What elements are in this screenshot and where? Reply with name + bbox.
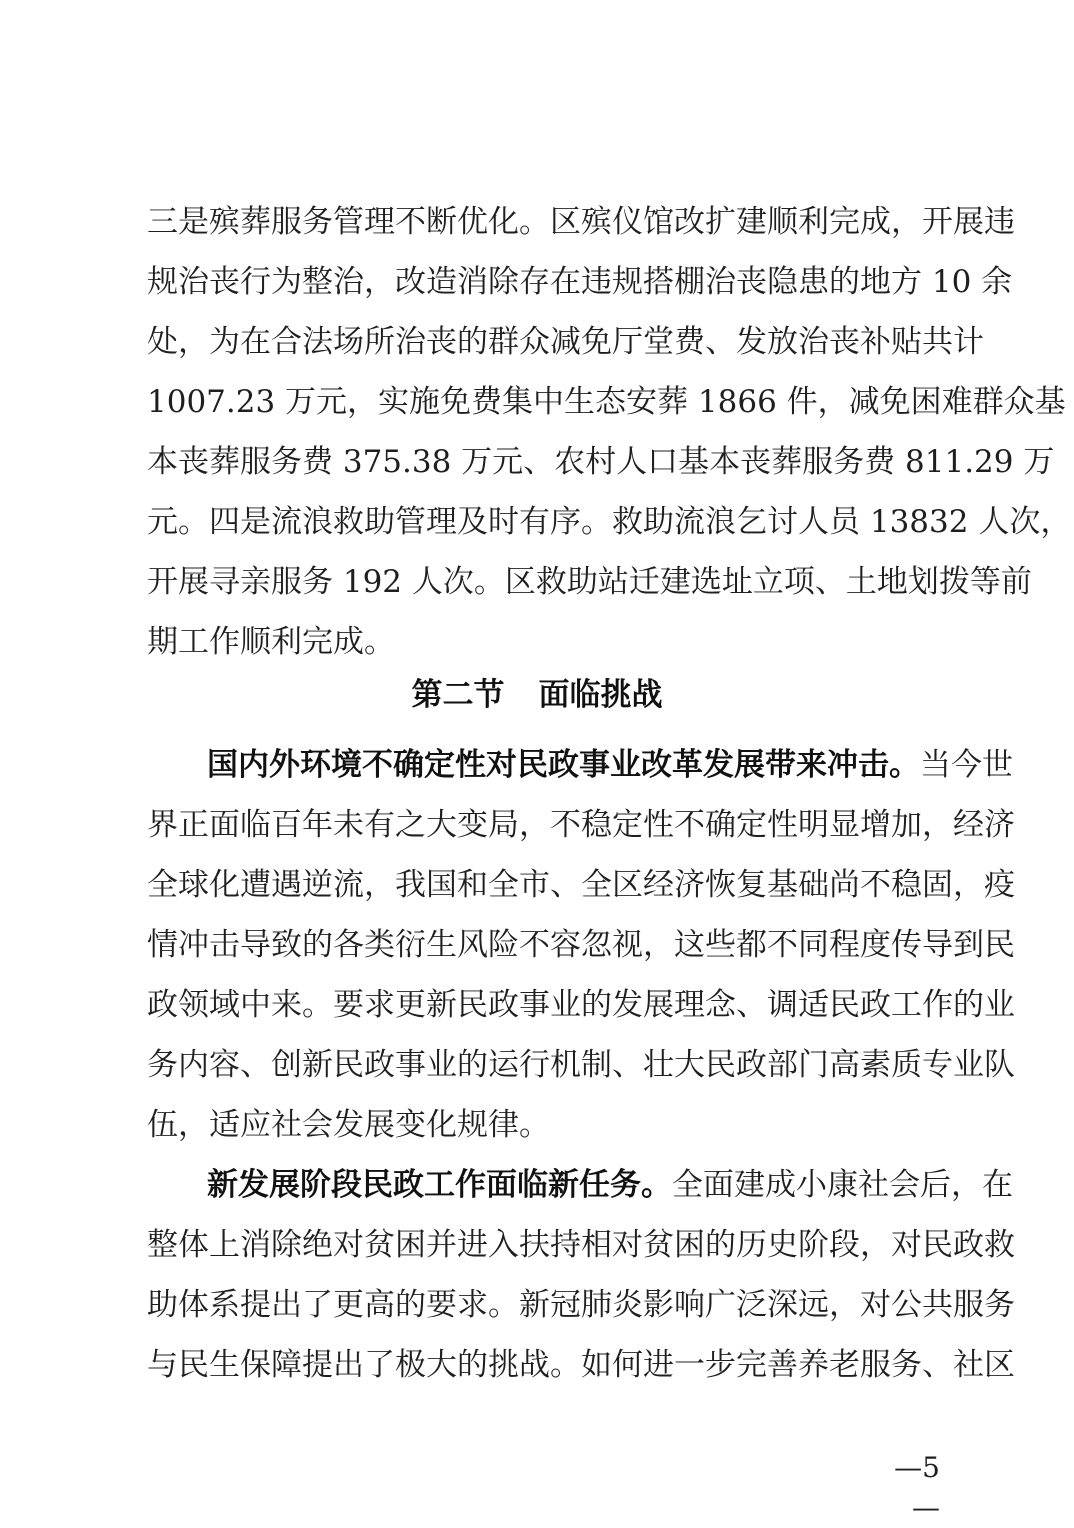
section-heading [0,670,1074,720]
text-line: 整体上消除绝对贫困并进入扶持相对贫困的历史阶段，对民政救 [147,1227,1015,1263]
section-number: 第二节 [411,677,505,713]
text-line: 全球化遭遇逆流，我国和全市、全区经济恢复基础尚不稳固，疫 [147,867,1015,903]
paragraph-first-line [207,740,1013,790]
text-line: 界正面临百年未有之大变局，不稳定性不确定性明显增加，经济 [147,807,1015,843]
paragraph-lead: 国内外环境不确定性对民政事业改革发展带来冲击。 [207,747,920,783]
paragraph-text: 全面建成小康社会后，在 [672,1167,1013,1203]
text-line: 元。四是流浪救助管理及时有序。救助流浪乞讨人员 13832 人次， [147,504,1072,540]
text-line: 开展寻亲服务 192 人次。区救助站迁建选址立项、土地划拨等前 [147,564,1032,600]
text-line: 政领域中来。要求更新民政事业的发展理念、调适民政工作的业 [147,987,1015,1023]
text-line: 情冲击导致的各类衍生风险不容忽视，这些都不同程度传导到民 [147,927,1015,963]
paragraph-lead: 新发展阶段民政工作面临新任务。 [207,1167,672,1203]
text-line: 1007.23 万元，实施免费集中生态安葬 1866 件，减免困难群众基 [147,384,1066,420]
text-line: 务内容、创新民政事业的运行机制、壮大民政部门高素质专业队 [147,1047,1015,1083]
text-line: 期工作顺利完成。 [147,624,395,660]
paragraph-text: 当今世 [920,747,1013,783]
text-line: 伍，适应社会发展变化规律。 [147,1107,550,1143]
text-line: 与民生保障提出了极大的挑战。如何进一步完善养老服务、社区 [147,1347,1015,1383]
page-number: —5— [894,1451,940,1524]
text-line: 规治丧行为整治，改造消除存在违规搭棚治丧隐患的地方 10 余 [147,264,1013,300]
text-line: 本丧葬服务费 375.38 万元、农村人口基本丧葬服务费 811.29 万 [147,444,1055,480]
text-line: 助体系提出了更高的要求。新冠肺炎影响广泛深远，对公共服务 [147,1287,1015,1323]
text-line: 处，为在合法场所治丧的群众减免厅堂费、发放治丧补贴共计 [147,324,984,360]
section-title: 面临挑战 [538,677,663,713]
paragraph-first-line [207,1160,1013,1210]
text-line: 三是殡葬服务管理不断优化。区殡仪馆改扩建顺利完成，开展违 [147,204,1015,240]
